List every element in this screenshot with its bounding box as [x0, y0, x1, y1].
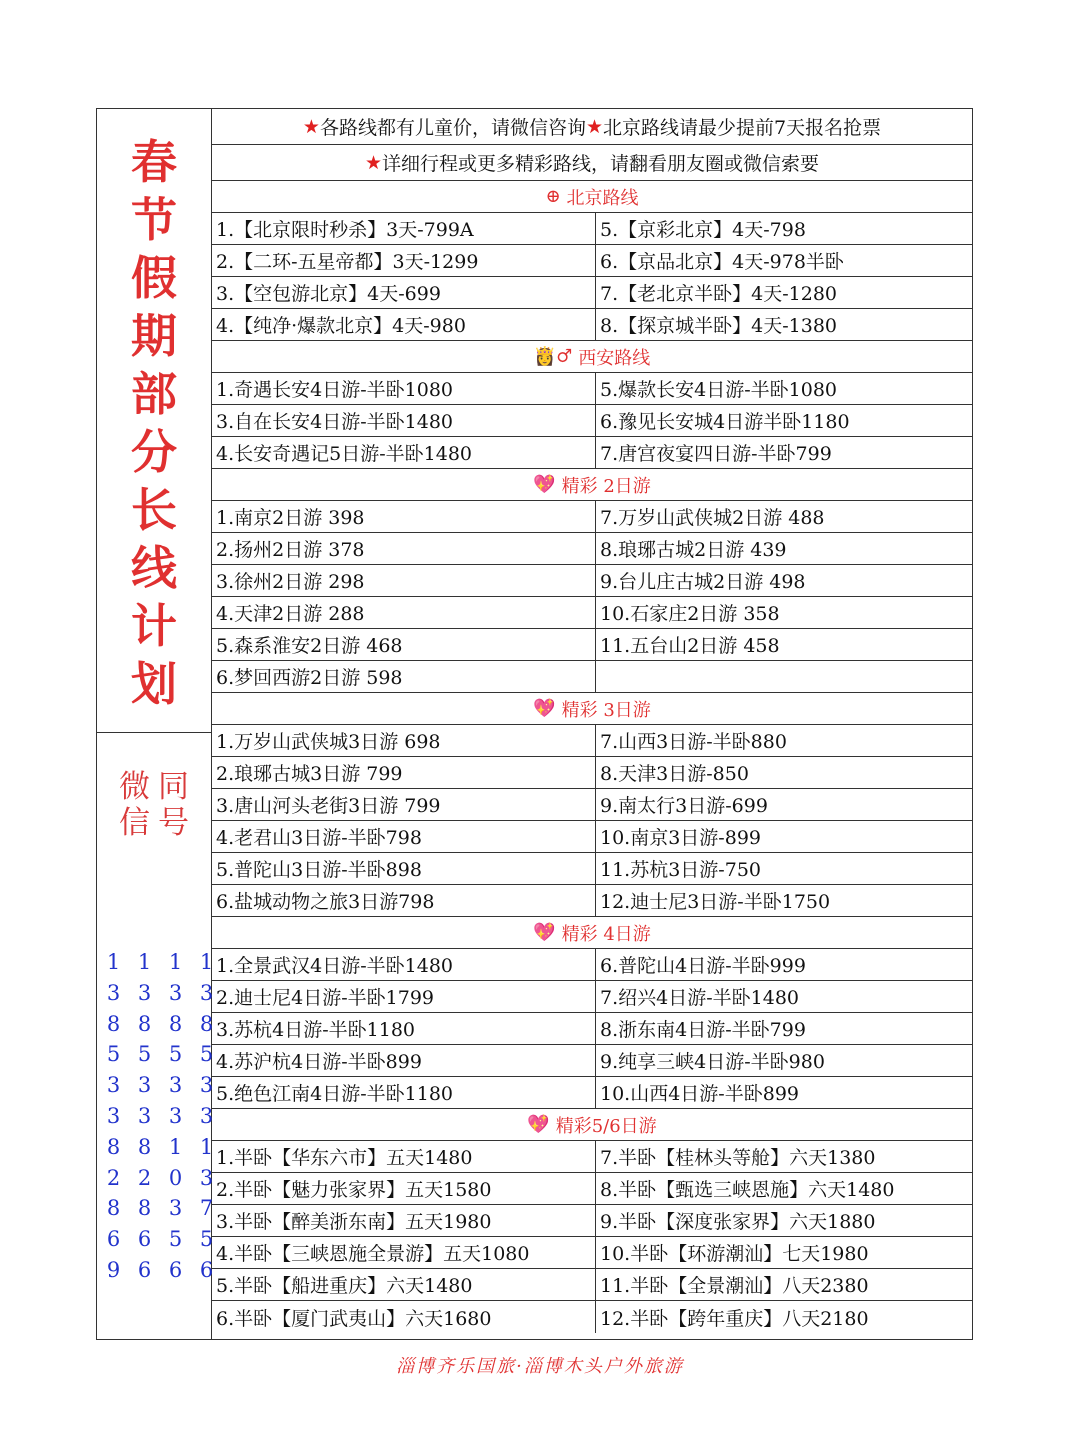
wechat-label-char: 微	[119, 769, 150, 805]
route-row	[212, 309, 972, 341]
route-item[interactable]: 4.半卧【三峡恩施全景游】五天1080	[212, 1237, 596, 1268]
route-item[interactable]: 7.绍兴4日游-半卧1480	[600, 987, 799, 1009]
wechat-label	[119, 769, 189, 841]
routes-list	[212, 109, 972, 1333]
phone-digit: 5	[199, 1042, 214, 1067]
route-row	[212, 1045, 972, 1077]
route-item[interactable]: 6.盐城动物之旅3日游798	[212, 885, 596, 916]
phone-digit: 6	[137, 1227, 152, 1252]
route-row	[212, 213, 972, 245]
route-row	[212, 533, 972, 565]
route-item[interactable]: 2.半卧【魅力张家界】五天1580	[212, 1173, 596, 1204]
star-icon: ★	[585, 115, 603, 138]
route-item[interactable]: 1.万岁山武侠城3日游 698	[212, 725, 596, 756]
route-item[interactable]: 7.【老北京半卧】4天-1280	[600, 283, 837, 305]
phone-digit: 6	[199, 1257, 214, 1282]
route-item[interactable]: 3.唐山河头老街3日游 799	[212, 789, 596, 820]
route-item[interactable]: 2.【二环-五星帝都】3天-1299	[212, 245, 596, 276]
section-title: 精彩 2日游	[561, 475, 651, 497]
phone-digit: 3	[199, 980, 214, 1005]
route-item[interactable]: 2.琅琊古城3日游 799	[212, 757, 596, 788]
phone-digit: 1	[199, 950, 214, 974]
section-icon: 💖	[533, 922, 556, 943]
phone-digit: 6	[106, 1227, 121, 1252]
route-item[interactable]: 7.半卧【桂林头等舱】六天1380	[600, 1147, 876, 1169]
star-icon: ★	[364, 151, 383, 174]
title-char: 部	[131, 367, 177, 421]
phone-number[interactable]	[165, 947, 186, 1286]
route-item[interactable]: 8.半卧【甄选三峡恩施】六天1480	[600, 1179, 895, 1201]
route-item[interactable]: 7.万岁山武侠城2日游 488	[600, 507, 825, 529]
route-item[interactable]: 11.五台山2日游 458	[600, 635, 780, 657]
wechat-label-char: 号	[158, 805, 189, 841]
notice-row	[212, 145, 972, 181]
phone-digit: 8	[137, 1011, 152, 1036]
route-item[interactable]: 5.绝色江南4日游-半卧1180	[212, 1077, 596, 1108]
route-row	[212, 949, 972, 981]
route-item[interactable]: 9.纯享三峡4日游-半卧980	[600, 1051, 825, 1073]
title-char: 节	[131, 193, 177, 247]
section-icon: 💖	[527, 1114, 550, 1135]
route-row	[212, 565, 972, 597]
notice-text: 各路线都有儿童价，请微信咨询	[319, 117, 586, 139]
route-item[interactable]: 5.【京彩北京】4天-798	[600, 219, 806, 241]
wechat-label-char: 信	[119, 805, 150, 841]
section-title: 精彩 4日游	[561, 923, 651, 945]
phone-digit: 1	[137, 950, 152, 974]
phone-digit: 2	[106, 1165, 121, 1190]
route-item[interactable]: 4.苏沪杭4日游-半卧899	[212, 1045, 596, 1076]
route-item[interactable]	[596, 661, 972, 692]
route-item[interactable]: 3.【空包游北京】4天-699	[212, 277, 596, 308]
route-item[interactable]: 12.迪士尼3日游-半卧1750	[600, 891, 831, 913]
route-item[interactable]: 3.徐州2日游 298	[212, 565, 596, 596]
route-item[interactable]: 3.自在长安4日游-半卧1480	[212, 405, 596, 436]
notice-text: 北京路线请最少提前7天报名抢票	[603, 117, 882, 139]
route-row	[212, 1301, 972, 1333]
route-row	[212, 1237, 972, 1269]
route-item[interactable]: 9.半卧【深度张家界】六天1880	[600, 1211, 876, 1233]
route-row	[212, 1173, 972, 1205]
route-row	[212, 789, 972, 821]
section-title: 西安路线	[578, 347, 651, 369]
section-header	[212, 917, 972, 949]
phone-digit: 3	[137, 1073, 152, 1098]
route-row	[212, 1013, 972, 1045]
route-row	[212, 1269, 972, 1301]
route-item[interactable]: 1.奇遇长安4日游-半卧1080	[212, 373, 596, 404]
phone-digit: 9	[106, 1257, 121, 1282]
section-header	[212, 1109, 972, 1141]
section-icon: 💖	[533, 474, 556, 495]
route-row	[212, 725, 972, 757]
phone-digit: 3	[168, 1103, 183, 1128]
route-row	[212, 981, 972, 1013]
phone-digit: 8	[137, 1134, 152, 1159]
phone-digit: 3	[168, 1196, 183, 1221]
wechat-label-column	[119, 769, 150, 841]
route-item[interactable]: 5.普陀山3日游-半卧898	[212, 853, 596, 884]
phone-digit: 3	[137, 980, 152, 1005]
phone-number[interactable]	[103, 947, 124, 1286]
route-row	[212, 821, 972, 853]
route-item[interactable]: 7.唐宫夜宴四日游-半卧799	[600, 443, 832, 465]
phone-digit: 5	[168, 1227, 183, 1252]
route-item[interactable]: 8.天津3日游-850	[600, 763, 749, 785]
phone-digit: 6	[168, 1257, 183, 1282]
section-icon: 👸♂	[533, 346, 573, 367]
title-char: 计	[131, 599, 177, 653]
route-item[interactable]: 1.半卧【华东六市】五天1480	[212, 1141, 596, 1172]
phone-numbers	[103, 947, 217, 1286]
route-item[interactable]: 4.长安奇遇记5日游-半卧1480	[212, 437, 596, 468]
phone-digit: 8	[168, 1011, 183, 1036]
phone-digit: 3	[168, 980, 183, 1005]
section-title: 北京路线	[566, 187, 639, 209]
route-item[interactable]: 12.半卧【跨年重庆】八天2180	[600, 1307, 869, 1330]
phone-digit: 1	[168, 1134, 183, 1159]
phone-digit: 5	[137, 1042, 152, 1067]
phone-digit: 3	[199, 1103, 214, 1128]
route-row	[212, 1205, 972, 1237]
route-item[interactable]: 6.【京品北京】4天-978半卧	[600, 251, 844, 273]
route-item[interactable]: 8.浙东南4日游-半卧799	[600, 1019, 806, 1041]
route-item[interactable]: 11.苏杭3日游-750	[600, 859, 761, 881]
route-row	[212, 757, 972, 789]
route-item[interactable]: 10.山西4日游-半卧899	[600, 1083, 799, 1105]
route-item[interactable]: 3.半卧【醉美浙东南】五天1980	[212, 1205, 596, 1236]
section-icon: 💖	[533, 698, 556, 719]
route-item[interactable]: 1.南京2日游 398	[212, 501, 596, 532]
section-title: 精彩 3日游	[561, 699, 651, 721]
route-item[interactable]: 6.半卧【厦门武夷山】六天1680	[212, 1301, 596, 1333]
phone-digit: 1	[199, 1134, 214, 1159]
section-header	[212, 341, 972, 373]
route-item[interactable]: 1.全景武汉4日游-半卧1480	[212, 949, 596, 980]
notice-text: 详细行程或更多精彩路线，请翻看朋友圈或微信索要	[382, 153, 820, 175]
section-title: 精彩5/6日游	[555, 1115, 657, 1137]
route-item[interactable]: 8.【探京城半卧】4天-1380	[600, 315, 837, 337]
phone-digit: 5	[199, 1227, 214, 1252]
route-item[interactable]: 11.半卧【全景潮汕】八天2380	[600, 1275, 869, 1297]
footer-agency: 淄博齐乐国旅·淄博木头户外旅游	[396, 1356, 684, 1377]
phone-digit: 7	[199, 1196, 214, 1221]
title-char: 期	[131, 309, 177, 363]
wechat-label-char: 同	[158, 769, 189, 805]
notice-row	[212, 109, 972, 145]
route-item[interactable]: 9.台儿庄古城2日游 498	[600, 571, 806, 593]
star-icon: ★	[302, 115, 320, 138]
section-icon: ⊕	[545, 186, 561, 207]
route-row	[212, 437, 972, 469]
route-item[interactable]: 10.南京3日游-899	[600, 827, 761, 849]
route-item[interactable]: 10.石家庄2日游 358	[600, 603, 780, 625]
left-title-cell	[97, 109, 211, 733]
route-item[interactable]: 4.天津2日游 288	[212, 597, 596, 628]
phone-digit: 1	[168, 950, 183, 974]
route-row	[212, 501, 972, 533]
phone-digit: 3	[168, 1073, 183, 1098]
route-row	[212, 1077, 972, 1109]
itinerary-table	[96, 108, 973, 1340]
route-row	[212, 597, 972, 629]
route-row	[212, 373, 972, 405]
route-item[interactable]: 3.苏杭4日游-半卧1180	[212, 1013, 596, 1044]
route-item[interactable]: 9.南太行3日游-699	[600, 795, 768, 817]
route-row	[212, 405, 972, 437]
phone-digit: 8	[106, 1011, 121, 1036]
route-item[interactable]: 6.梦回西游2日游 598	[212, 661, 596, 692]
route-item[interactable]: 4.【纯净·爆款北京】4天-980	[212, 309, 596, 340]
route-item[interactable]: 1.【北京限时秒杀】3天-799A	[212, 213, 596, 244]
title-char: 分	[131, 425, 177, 479]
title-char: 假	[131, 251, 177, 305]
route-item[interactable]: 2.扬州2日游 378	[212, 533, 596, 564]
route-row	[212, 245, 972, 277]
phone-digit: 0	[168, 1165, 183, 1190]
phone-digit: 3	[106, 1073, 121, 1098]
phone-digit: 8	[199, 1011, 214, 1036]
route-item[interactable]: 2.迪士尼4日游-半卧1799	[212, 981, 596, 1012]
wechat-label-column	[158, 769, 189, 841]
route-row	[212, 885, 972, 917]
title-char: 长	[131, 483, 177, 537]
title-char: 线	[131, 541, 177, 595]
route-item[interactable]: 6.豫见长安城4日游半卧1180	[600, 411, 850, 433]
phone-digit: 5	[106, 1042, 121, 1067]
route-item[interactable]: 7.山西3日游-半卧880	[600, 731, 787, 753]
phone-digit: 3	[199, 1073, 214, 1098]
phone-digit: 3	[137, 1103, 152, 1128]
route-item[interactable]: 6.普陀山4日游-半卧999	[600, 955, 806, 977]
route-item[interactable]: 10.半卧【环游潮汕】七天1980	[600, 1243, 869, 1265]
section-header	[212, 693, 972, 725]
route-item[interactable]: 5.爆款长安4日游-半卧1080	[600, 379, 837, 401]
route-item[interactable]: 4.老君山3日游-半卧798	[212, 821, 596, 852]
route-row	[212, 1141, 972, 1173]
title-char: 春	[131, 135, 177, 189]
left-column	[97, 109, 212, 1339]
route-row	[212, 661, 972, 693]
section-header	[212, 469, 972, 501]
route-row	[212, 629, 972, 661]
phone-digit: 3	[106, 1103, 121, 1128]
route-row	[212, 853, 972, 885]
route-item[interactable]: 5.森系淮安2日游 468	[212, 629, 596, 660]
phone-digit: 1	[106, 950, 121, 974]
phone-digit: 2	[137, 1165, 152, 1190]
phone-digit: 8	[137, 1196, 152, 1221]
phone-digit: 8	[106, 1196, 121, 1221]
phone-digit: 5	[168, 1042, 183, 1067]
vertical-title	[97, 133, 211, 713]
route-item[interactable]: 8.琅琊古城2日游 439	[600, 539, 787, 561]
section-header	[212, 181, 972, 213]
phone-number[interactable]	[134, 947, 155, 1286]
phone-digit: 6	[137, 1257, 152, 1282]
phone-digit: 3	[199, 1165, 214, 1190]
route-item[interactable]: 5.半卧【船进重庆】六天1480	[212, 1269, 596, 1300]
phone-digit: 8	[106, 1134, 121, 1159]
phone-digit: 3	[106, 980, 121, 1005]
route-row	[212, 277, 972, 309]
title-char: 划	[131, 657, 177, 711]
